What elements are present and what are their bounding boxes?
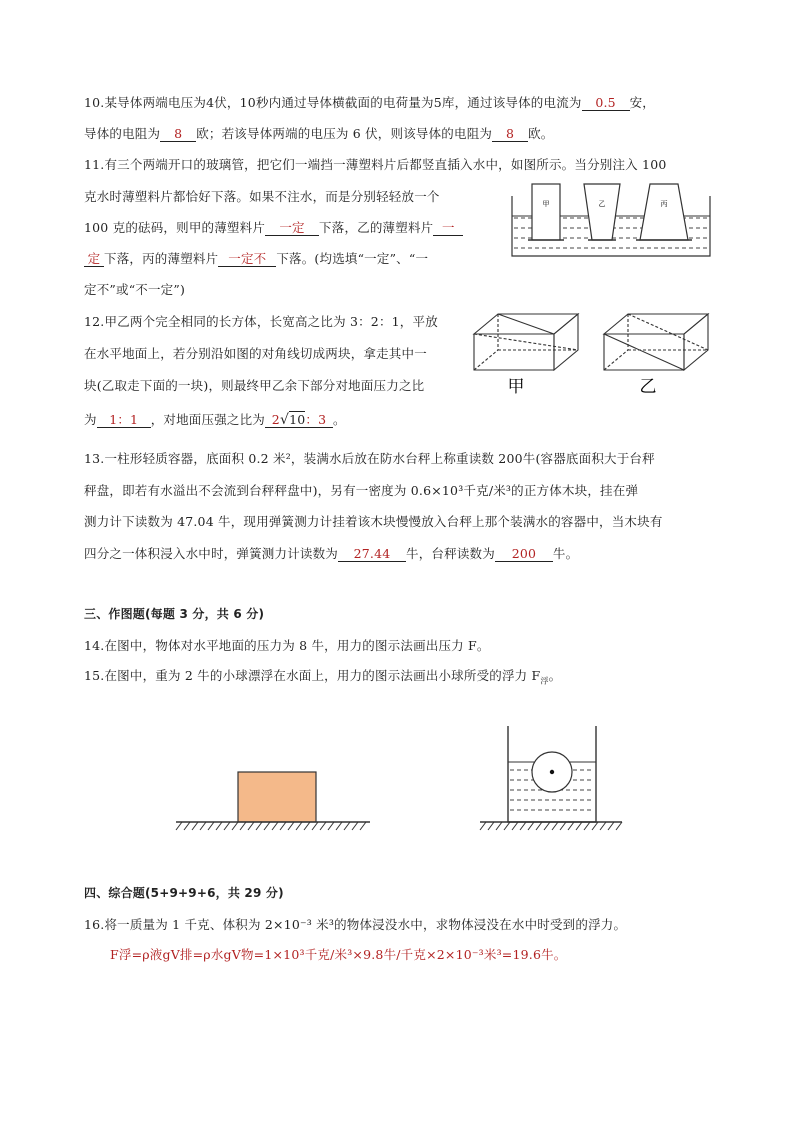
answer-blank: 8 xyxy=(160,127,196,142)
q16-text: 16.将一质量为 1 千克、体积为 2×10⁻³ 米³的物体浸没水中，求物体浸没在水中时受到的浮力。 xyxy=(84,917,627,932)
q12-line3: 块(乙取走下面的一块)，则最终甲乙余下部分对地面压力之比 xyxy=(84,378,425,393)
cuboid-label-jia: 甲 xyxy=(507,377,525,397)
answer-blank: 一 xyxy=(433,221,463,236)
q16-answer: F浮=ρ液gV排=ρ水gV物=1×10³千克/米³×9.8牛/千克×2×10⁻³米³=19.6牛。 xyxy=(110,947,567,962)
q11-line3: 100 克的砝码，则甲的薄塑料片 一定 下落，乙的薄塑料片 一 xyxy=(84,218,463,236)
q12-line2: 在水平地面上，若分别沿如图的对角线切成两块，拿走其中一 xyxy=(84,346,427,361)
answer-blank: 1：1 xyxy=(97,413,151,428)
floating-ball-figure xyxy=(476,724,626,836)
q14-text: 14.在图中，物体对水平地面的压力为 8 牛，用力的图示法画出压力 F。 xyxy=(84,638,490,653)
q10-line1: 10.某导体两端电压为4伏，10秒内通过导体横截面的电荷量为5库，通过该导体的电流为 0.5 安， xyxy=(84,95,655,110)
cuboid-label-yi: 乙 xyxy=(639,377,657,397)
q12-line1: 12.甲乙两个完全相同的长方体，长宽高之比为 3：2：1，平放 xyxy=(84,314,438,329)
tube-label-yi: 乙 xyxy=(598,200,606,208)
cuboids-figure xyxy=(468,306,718,402)
q13-line2: 秤盘，即若有水溢出不会流到台秤秤盘中)，另有一密度为 0.6×10³千克/米³的正方体木块，挂在弹 xyxy=(84,483,639,498)
q13-line1: 13.一柱形轻质容器，底面积 0.2 米²，装满水后放在防水台秤上称重读数 200牛(容器底面积大于台秤 xyxy=(84,451,655,466)
q13-line3: 测力计下读数为 47.04 牛，现用弹簧测力计挂着该木块慢慢放入台秤上那个装满水的容器中，当木块有 xyxy=(84,514,663,529)
answer-blank: 200 xyxy=(495,547,553,562)
tube-label-bing: 丙 xyxy=(660,200,668,208)
tubes-figure xyxy=(508,182,714,262)
block-on-ground-figure xyxy=(170,764,376,836)
q11-line5: 定不”或“不一定”) xyxy=(84,282,186,297)
answer-blank: 一定 xyxy=(265,221,319,236)
q13-line4: 四分之一体积浸入水中时，弹簧测力计读数为 27.44 牛，台秤读数为 200 牛。 xyxy=(84,546,579,561)
q12-line4: 为 1：1 ，对地面压强之比为 2√10：3 。 xyxy=(84,412,346,428)
answer-blank: 0.5 xyxy=(582,96,630,111)
q10-line2: 导体的电阻为 8 欧；若该导体两端的电压为 6 伏，则该导体的电阻为 8 欧。 xyxy=(84,126,554,141)
q11-line1: 11.有三个两端开口的玻璃管，把它们一端挡一薄塑料片后都竖直插入水中，如图所示。当分别注入 100 xyxy=(84,157,667,172)
answer-blank: 定 xyxy=(84,252,104,267)
answer-blank: 2√10：3 xyxy=(265,413,333,428)
tube-label-jia: 甲 xyxy=(542,200,550,208)
q11-line4: 定 下落，丙的薄塑料片 一定不 下落。(均选填“一定”、“一 xyxy=(84,249,428,267)
section-4-title: 四、综合题(5+9+9+6，共 29 分) xyxy=(84,886,284,900)
answer-blank: 一定不 xyxy=(218,252,276,267)
q15-text: 15.在图中，重为 2 牛的小球漂浮在水面上，用力的图示法画出小球所受的浮力 $F_浮$。 xyxy=(84,668,562,686)
answer-blank: 27.44 xyxy=(338,547,406,562)
q11-line2: 克水时薄塑料片都恰好下落。如果不注水，而是分别轻轻放一个 xyxy=(84,189,440,204)
answer-blank: 8 xyxy=(492,127,528,142)
block xyxy=(238,772,316,822)
section-3-title: 三、作图题(每题 3 分，共 6 分) xyxy=(84,607,265,621)
